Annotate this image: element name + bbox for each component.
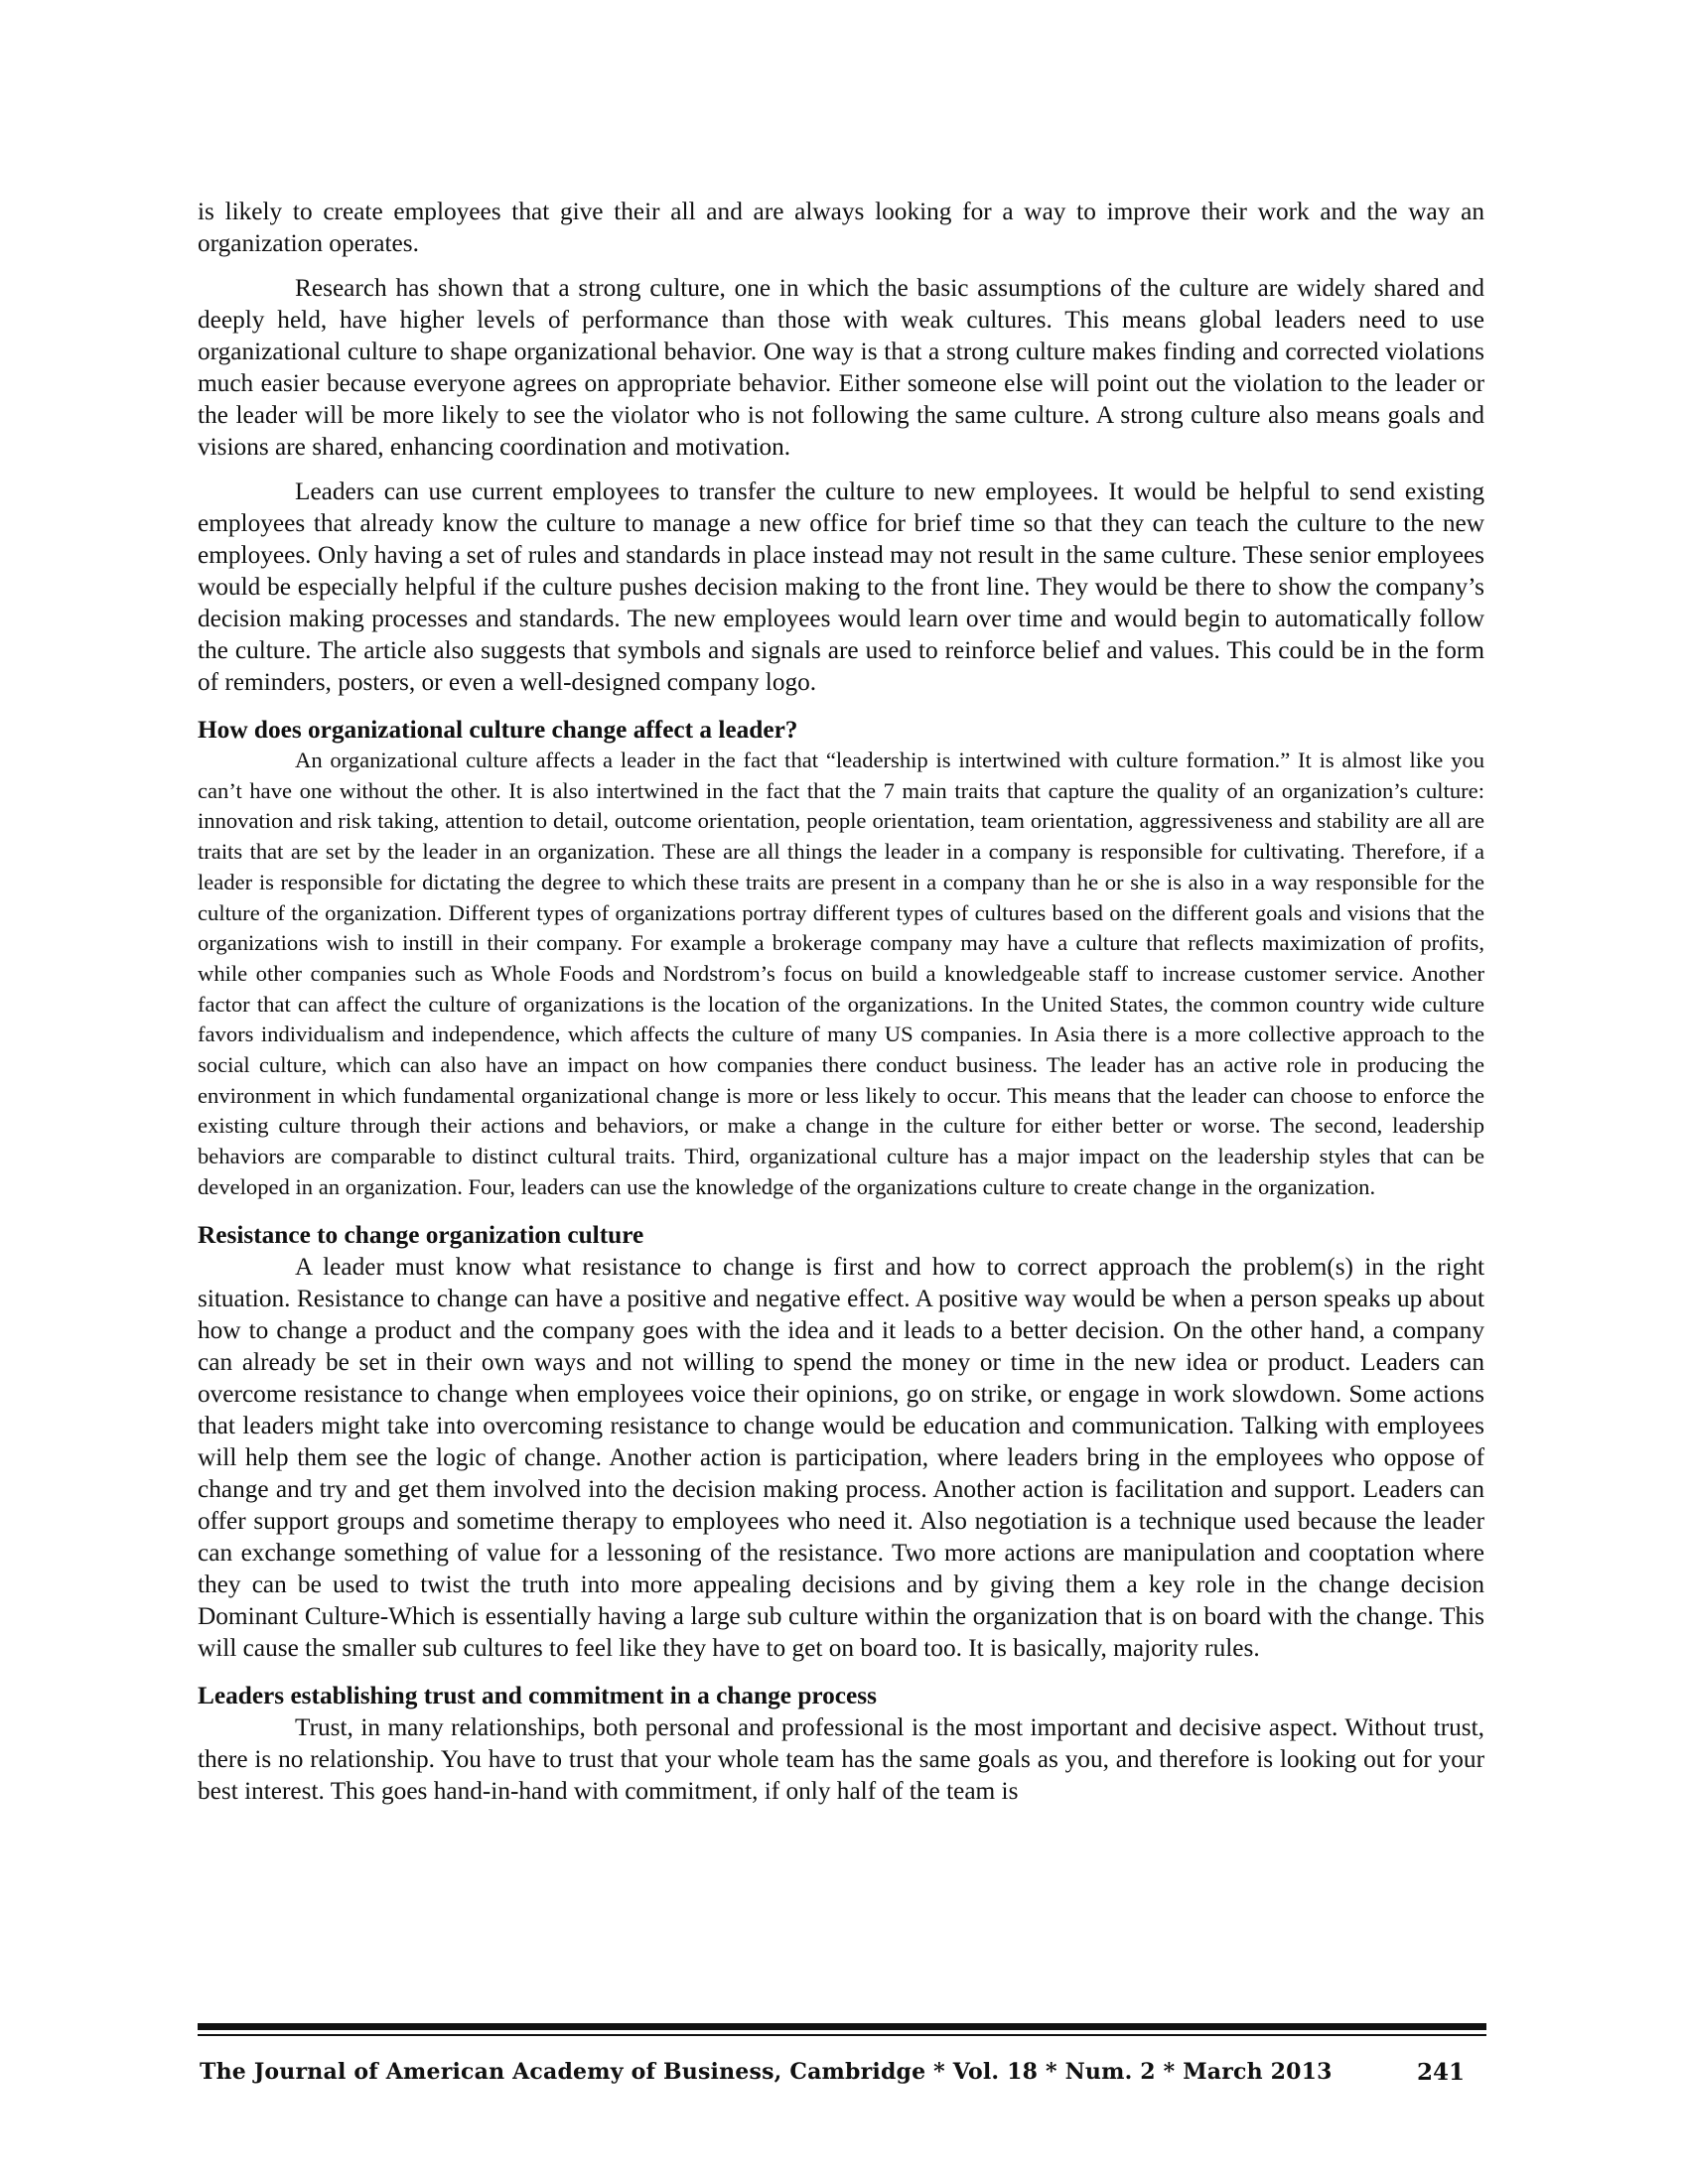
paragraph-culture-affects-leader: An organizational culture affects a leader in the fact that “leadership is intertwined with culture formation.” It is almost like you can’t have one without the other. It is also intertwined in the fact that the 7 main traits that capture the quality of an organization’s culture: innovation and risk taking, attention to detail, outcome orientation, people orientation, team orientation, aggressiveness and stability are all are traits that are set by the leader in an organization. These are all things the leader in a company is responsible for cultivating. Therefore, if a leader is responsible for dictating the degree to which these traits are present in a company than he or she is also in a way responsible for the culture of the organization. Different types of organizations portray different types of cultures based on the different goals and visions that the organizations wish to instill in their company. For example a brokerage company may have a culture that reflects maximization of profits, while other companies such as Whole Foods and Nordstrom’s focus on build a knowledgeable staff to increase customer service. Another factor that can affect the culture of organizations is the location of the organizations. In the United States, the common country wide culture favors individualism and independence, which affects the culture of many US companies. In Asia there is a more collective approach to the social culture, which can also have an impact on how companies there conduct business. The leader has an active role in producing the environment in which fundamental organizational change is more or less likely to occur. This means that the leader can choose to enforce the existing culture through their actions and behaviors, or make a change in the culture for either better or worse. The second, leadership behaviors are comparable to distinct cultural traits. Third, organizational culture has a major impact on the leadership styles that can be developed in an organization. Four, leaders can use the knowledge of the organizations culture to create change in the organization. — [198, 748, 1484, 1199]
article-body — [198, 196, 1484, 1807]
page-footer — [198, 2023, 1486, 2086]
page-number: 241 — [1417, 2059, 1466, 2086]
footer-rule-thin — [198, 2034, 1486, 2036]
section-heading-culture-change: How does organizational culture change affect a leader? — [198, 716, 798, 744]
paragraph-continuation: is likely to create employees that give their all and are always looking for a way to improve their work and the way an organization operates. — [198, 198, 1484, 257]
paragraph-strong-culture: Research has shown that a strong culture, one in which the basic assumptions of the culture are widely shared and deeply held, have higher levels of performance than those with weak cultures. This means global leaders need to use organizational culture to shape organizational behavior. One way is that a strong culture makes finding and corrected violations much easier because everyone agrees on appropriate behavior. Either someone else will point out the violation to the leader or the leader will be more likely to see the violator who is not following the same culture. A strong culture also means goals and visions are shared, enhancing coordination and motivation. — [198, 274, 1484, 461]
paragraph-resistance: A leader must know what resistance to change is first and how to correct approach the problem(s) in the right situation. Resistance to change can have a positive and negative effect. A positive way would be when a person speaks up about how to change a product and the company goes with the idea and it leads to a better decision. On the other hand, a company can already be set in their own ways and not willing to spend the money or time in the new idea or product. Leaders can overcome resistance to change when employees voice their opinions, go on strike, or engage in work slowdown. Some actions that leaders might take into overcoming resistance to change would be education and communication. Talking with employees will help them see the logic of change. Another action is participation, where leaders bring in the employees who oppose of change and try and get them involved into the decision making process. Another action is facilitation and support. Leaders can offer support groups and sometime therapy to employees who need it. Also negotiation is a technique used because the leader can exchange something of value for a lessoning of the resistance. Two more actions are manipulation and cooptation where they can be used to twist the truth into more appealing decisions and by giving them a key role in the change decision Dominant Culture-Which is essentially having a large sub culture within the organization that is on board with the change. This will cause the smaller sub cultures to feel like they have to get on board too. It is basically, majority rules. — [198, 1252, 1484, 1662]
paragraph-trust: Trust, in many relationships, both personal and professional is the most important and decisive aspect. Without trust, there is no relationship. You have to trust that your whole team has the same goals as you, and therefore is looking out for your best interest. This goes hand-in-hand with commitment, if only half of the team is — [198, 1712, 1484, 1805]
paragraph-transfer-culture: Leaders can use current employees to transfer the culture to new employees. It would be helpful to send existing employees that already know the culture to manage a new office for brief time so that they can teach the culture to the new employees. Only having a set of rules and standards in place instead may not result in the same culture. These senior employees would be especially helpful if the culture pushes decision making to the front line. They would be there to show the company’s decision making processes and standards. The new employees would learn over time and would begin to automatically follow the culture. The article also suggests that symbols and signals are used to reinforce belief and values. This could be in the form of reminders, posters, or even a well-designed company logo. — [198, 478, 1484, 696]
journal-citation: The Journal of American Academy of Business, Cambridge * Vol. 18 * Num. 2 * March 2013 — [200, 2059, 1333, 2085]
footer-rule-thick — [198, 2023, 1486, 2030]
section-heading-resistance: Resistance to change organization culture — [198, 1220, 644, 1249]
section-heading-trust: Leaders establishing trust and commitment in a change process — [198, 1681, 877, 1709]
